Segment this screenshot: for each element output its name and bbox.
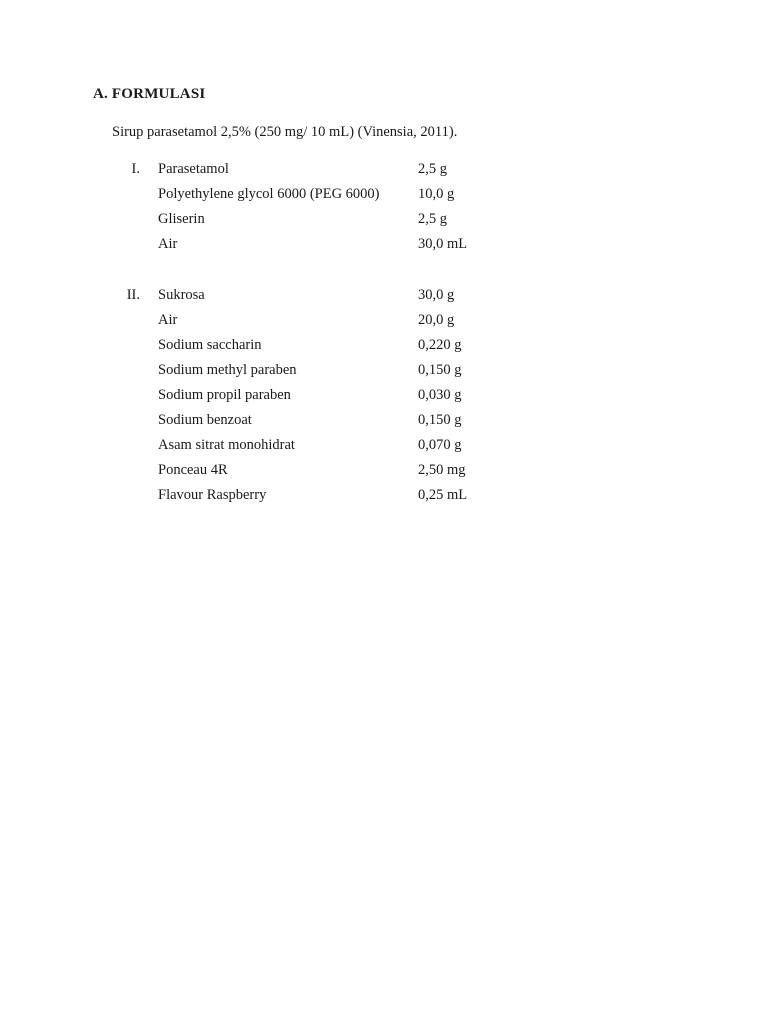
ingredient-row [0,161,768,183]
ingredient-quantity: 0,220 g [418,336,462,353]
ingredient-row [0,387,768,409]
ingredient-name: Parasetamol [158,161,229,177]
ingredient-row [0,312,768,334]
ingredient-quantity: 20,0 g [418,311,455,328]
ingredient-quantity: 10,0 g [418,186,455,203]
ingredient-row [0,487,768,509]
ingredient-row [0,236,768,258]
section-heading: A. FORMULASI [93,86,206,102]
ingredient-row [0,211,768,233]
ingredient-name: Sodium propil paraben [158,386,291,403]
ingredient-quantity: 0,150 g [418,412,462,428]
group-numeral: II. [126,286,140,303]
ingredient-quantity: 0,25 mL [418,487,468,504]
ingredient-name: Air [158,236,178,253]
ingredient-row [0,462,768,484]
ingredient-quantity: 30,0 g [418,286,455,303]
ingredient-row [0,362,768,384]
ingredient-name: Air [158,311,178,328]
ingredient-quantity: 2,5 g [418,161,447,177]
ingredient-quantity: 2,50 mg [418,462,466,479]
ingredient-row [0,412,768,434]
ingredient-quantity: 30,0 mL [418,236,468,253]
ingredient-row [0,186,768,208]
ingredient-quantity: 0,070 g [418,437,462,454]
formula-subtitle: Sirup parasetamol 2,5% (250 mg/ 10 mL) (Vinensia, 2011). [112,124,458,140]
ingredient-name: Sukrosa [158,286,205,303]
ingredient-row [0,287,768,309]
ingredient-name: Sodium saccharin [158,336,262,353]
ingredient-quantity: 0,030 g [418,386,462,403]
ingredient-quantity: 2,5 g [418,211,447,228]
ingredient-quantity: 0,150 g [418,361,462,378]
ingredient-name: Gliserin [158,211,205,228]
group-numeral: I. [131,161,140,177]
ingredient-name: Sodium benzoat [158,412,252,428]
ingredient-name: Polyethylene glycol 6000 (PEG 6000) [158,186,380,203]
ingredient-name: Ponceau 4R [158,462,228,479]
ingredient-name: Sodium methyl paraben [158,361,297,378]
ingredient-name: Flavour Raspberry [158,487,267,504]
ingredient-row [0,437,768,459]
ingredient-name: Asam sitrat monohidrat [158,437,295,454]
ingredient-row [0,337,768,359]
